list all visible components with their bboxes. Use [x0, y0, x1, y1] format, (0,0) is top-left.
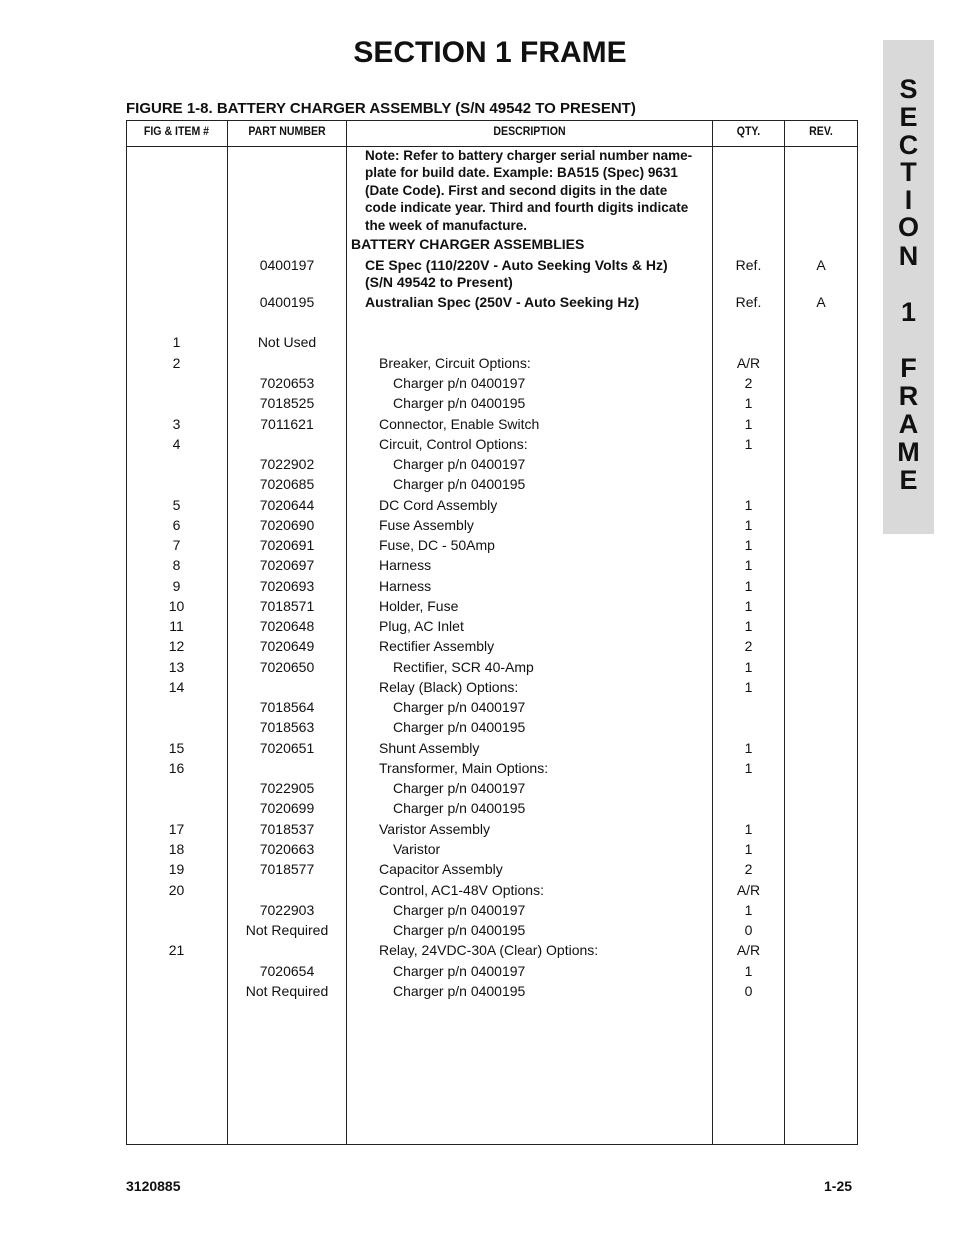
item-number: 12	[168, 638, 185, 654]
part-number: 7020650	[259, 659, 315, 675]
quantity: 1	[744, 902, 753, 918]
part-description: Fuse, DC - 50Amp	[379, 537, 495, 553]
document-number: 3120885	[126, 1178, 181, 1194]
part-description: Relay (Black) Options:	[379, 679, 519, 695]
part-number: 7020685	[259, 476, 315, 492]
part-description: Relay, 24VDC-30A (Clear) Options:	[379, 942, 599, 958]
section-side-tab	[883, 40, 934, 534]
part-description: CE Spec (110/220V - Auto Seeking Volts & Hz)	[365, 257, 668, 273]
part-description: Capacitor Assembly	[379, 861, 503, 877]
page-title: SECTION 1 FRAME	[353, 36, 627, 69]
header-description: DESCRIPTION	[493, 124, 566, 138]
part-description: Charger p/n 0400197	[393, 456, 526, 472]
part-description: Control, AC1-48V Options:	[379, 882, 544, 898]
part-number: Not Required	[245, 922, 329, 938]
side-tab-letter: E	[899, 102, 918, 132]
quantity: A/R	[736, 942, 761, 958]
revision: A	[816, 257, 826, 273]
side-tab-letter: S	[899, 74, 918, 104]
part-description: Charger p/n 0400197	[393, 902, 526, 918]
item-number: 20	[168, 882, 185, 898]
part-description: Holder, Fuse	[379, 598, 459, 614]
part-number: 7018577	[259, 861, 315, 877]
part-description: Breaker, Circuit Options:	[379, 355, 531, 371]
part-description: Transformer, Main Options:	[379, 760, 549, 776]
quantity: 1	[744, 841, 753, 857]
quantity: 1	[744, 618, 753, 634]
item-number: 18	[168, 841, 185, 857]
part-number: 7018525	[259, 395, 315, 411]
part-number: 7020654	[259, 963, 315, 979]
part-number: 7020644	[259, 497, 315, 513]
side-tab-letter: R	[898, 381, 919, 411]
side-tab-letter: O	[897, 212, 919, 242]
part-number: 7018563	[259, 719, 315, 735]
quantity: 1	[744, 740, 753, 756]
build-date-note	[365, 147, 713, 234]
side-tab-letter: E	[899, 465, 918, 495]
item-number: 19	[168, 861, 185, 877]
part-number: 7020697	[259, 557, 315, 573]
quantity: 1	[744, 760, 753, 776]
part-number: 7022905	[259, 780, 315, 796]
part-number: 7020663	[259, 841, 315, 857]
part-description: Varistor	[393, 841, 441, 857]
item-number: 14	[168, 679, 185, 695]
item-number: 16	[168, 760, 185, 776]
column-divider	[346, 120, 347, 1145]
item-number: 7	[172, 537, 181, 553]
part-description: Fuse Assembly	[379, 517, 474, 533]
quantity: 1	[744, 598, 753, 614]
part-description: Varistor Assembly	[379, 821, 490, 837]
part-description: Plug, AC Inlet	[379, 618, 464, 634]
side-tab-letter: M	[897, 437, 920, 467]
part-description: Charger p/n 0400197	[393, 375, 526, 391]
note-line: Note: Refer to battery charger serial number name-	[365, 148, 693, 163]
quantity: 1	[744, 537, 753, 553]
header-qty: QTY.	[736, 124, 761, 138]
part-number: 7018571	[259, 598, 315, 614]
part-number: 7020651	[259, 740, 315, 756]
side-tab-letter: 1	[900, 297, 917, 327]
item-number: 3	[172, 416, 181, 432]
figure-title: FIGURE 1-8. BATTERY CHARGER ASSEMBLY (S/N 49542 TO PRESENT)	[126, 100, 636, 117]
side-tab-letter: N	[898, 241, 919, 271]
item-number: 10	[168, 598, 185, 614]
side-tab-letter: F	[900, 353, 917, 383]
note-line: code indicate year. Third and fourth digits indicate	[365, 200, 689, 216]
item-number: 15	[168, 740, 185, 756]
item-number: 5	[172, 497, 181, 513]
item-number: 21	[168, 942, 185, 958]
part-number: 7020691	[259, 537, 315, 553]
part-description: Charger p/n 0400197	[393, 780, 526, 796]
part-description: Rectifier, SCR 40-Amp	[393, 659, 534, 675]
quantity: 1	[744, 395, 753, 411]
quantity: A/R	[736, 355, 761, 371]
revision: A	[816, 294, 826, 310]
item-number: 13	[168, 659, 185, 675]
note-line: plate for build date. Example: BA515 (Spec) 9631	[365, 165, 678, 181]
part-number: 7018537	[259, 821, 315, 837]
item-number: 8	[172, 557, 181, 573]
part-description: Connector, Enable Switch	[379, 416, 540, 432]
part-number: 7011621	[260, 416, 314, 432]
part-number: 7020699	[259, 800, 315, 816]
part-description: Charger p/n 0400195	[393, 922, 526, 938]
part-number: 7020693	[259, 578, 315, 594]
quantity: 1	[744, 963, 753, 979]
quantity: 2	[744, 861, 753, 877]
quantity: 1	[744, 821, 753, 837]
part-description: Charger p/n 0400197	[393, 699, 526, 715]
part-description: Australian Spec (250V - Auto Seeking Hz)	[365, 294, 640, 310]
part-description-continued: (S/N 49542 to Present)	[365, 274, 513, 290]
part-number: 7022903	[259, 902, 315, 918]
part-description: Charger p/n 0400195	[393, 395, 526, 411]
side-tab-letter: T	[900, 157, 917, 187]
side-tab-letter: C	[898, 130, 919, 160]
quantity: 2	[744, 638, 753, 654]
part-description: Charger p/n 0400195	[393, 476, 526, 492]
part-description: DC Cord Assembly	[379, 497, 498, 513]
quantity: 2	[744, 375, 753, 391]
page-number: 1-25	[824, 1178, 853, 1194]
quantity: 1	[744, 416, 753, 432]
header-fig-item: FIG & ITEM #	[143, 124, 210, 138]
item-number: 4	[172, 436, 181, 452]
part-number: 7020648	[259, 618, 315, 634]
quantity: 0	[744, 983, 753, 999]
part-description: Charger p/n 0400197	[393, 963, 526, 979]
quantity: 1	[744, 659, 753, 675]
part-description: Circuit, Control Options:	[379, 436, 528, 452]
header-rev: REV.	[809, 124, 833, 138]
note-line: (Date Code). First and second digits in the date	[365, 182, 668, 198]
item-number: 6	[172, 517, 181, 533]
part-description: Charger p/n 0400195	[393, 719, 526, 735]
part-description: Rectifier Assembly	[379, 638, 495, 654]
header-part-number: PART NUMBER	[248, 124, 326, 138]
side-tab-letter: I	[904, 185, 913, 215]
quantity: 1	[744, 578, 753, 594]
part-number: 7020653	[259, 375, 315, 391]
part-description: Harness	[379, 557, 432, 573]
item-number: 1	[172, 334, 181, 350]
part-description: Charger p/n 0400195	[393, 800, 526, 816]
part-description: Shunt Assembly	[379, 740, 480, 756]
quantity: Ref.	[735, 294, 762, 310]
quantity: 1	[744, 679, 753, 695]
quantity: 0	[744, 922, 753, 938]
part-number: Not Required	[245, 983, 329, 999]
quantity: Ref.	[735, 257, 762, 273]
item-number: 17	[168, 821, 185, 837]
quantity: 1	[744, 436, 753, 452]
quantity: A/R	[736, 882, 761, 898]
quantity: 1	[744, 497, 753, 513]
part-number: 7020649	[259, 638, 315, 654]
part-description: Charger p/n 0400195	[393, 983, 526, 999]
part-number: 0400195	[259, 294, 315, 310]
part-number: 0400197	[259, 257, 315, 273]
part-number: 7018564	[259, 699, 315, 715]
note-line: the week of manufacture.	[365, 217, 528, 233]
item-number: 11	[169, 618, 184, 634]
assemblies-heading: BATTERY CHARGER ASSEMBLIES	[351, 236, 585, 252]
part-description: Harness	[379, 578, 432, 594]
part-number: Not Used	[257, 334, 317, 350]
item-number: 9	[172, 578, 181, 594]
part-number: 7020690	[259, 517, 315, 533]
item-number: 2	[172, 355, 181, 371]
part-number: 7022902	[259, 456, 315, 472]
quantity: 1	[744, 517, 753, 533]
side-tab-letter: A	[898, 409, 919, 439]
quantity: 1	[744, 557, 753, 573]
